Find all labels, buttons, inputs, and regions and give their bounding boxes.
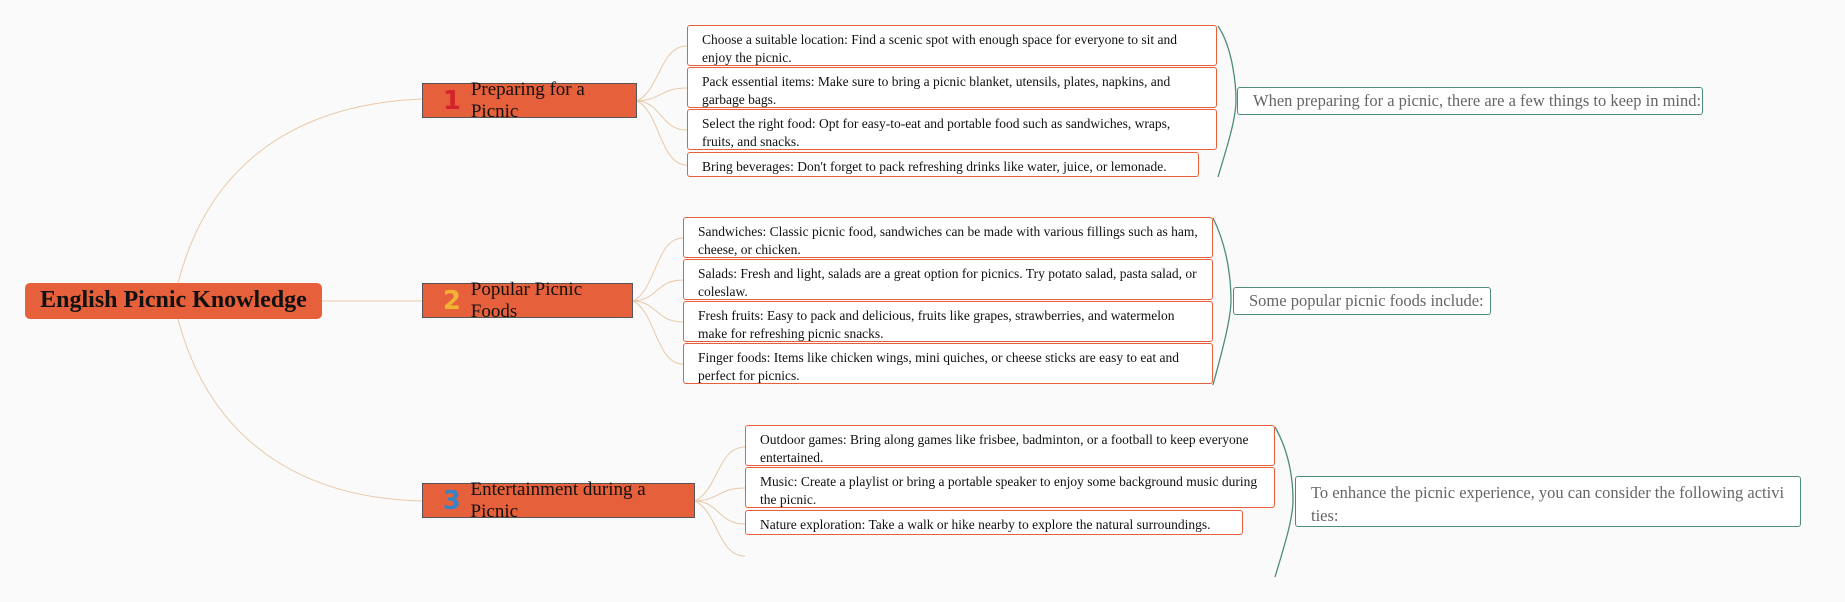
leaf-2-4[interactable]: Finger foods: Items like chicken wings, mini quiches, or cheese sticks are easy to eat and perfect for picnics. — [683, 343, 1213, 384]
summary-3[interactable]: To enhance the picnic experience, you can consider the following activities: — [1295, 476, 1801, 527]
root-topic[interactable]: English Picnic Knowledge — [25, 283, 322, 319]
branch-topic-1[interactable] — [422, 78, 637, 122]
branch-topic-2[interactable] — [422, 278, 633, 322]
leaf-3-3[interactable]: Nature exploration: Take a walk or hike nearby to explore the natural surroundings. — [745, 510, 1243, 535]
summary-brace-1 — [1218, 26, 1236, 177]
summary-brace-2 — [1213, 218, 1231, 385]
number-1-icon: 1 — [442, 85, 461, 116]
leaf-1-2[interactable]: Pack essential items: Make sure to bring a picnic blanket, utensils, plates, napkins, and garbage bags. — [687, 67, 1217, 108]
links-branch-1 — [637, 46, 687, 165]
leaf-1-3[interactable]: Select the right food: Opt for easy-to-eat and portable food such as sandwiches, wraps, fruits, and snacks. — [687, 109, 1217, 150]
link-root-branch-1 — [178, 99, 422, 283]
link-root-branch-3 — [178, 319, 422, 501]
leaf-3-2[interactable]: Music: Create a playlist or bring a portable speaker to enjoy some background music during the picnic. — [745, 467, 1275, 508]
number-2-icon: 2 — [442, 285, 461, 316]
leaf-2-3[interactable]: Fresh fruits: Easy to pack and delicious, fruits like grapes, strawberries, and watermelon make for refreshing picnic snacks. — [683, 301, 1213, 342]
links-branch-2 — [633, 238, 683, 364]
summary-1[interactable]: When preparing for a picnic, there are a few things to keep in mind: — [1237, 87, 1703, 115]
branch-title: Entertainment during a Picnic — [470, 478, 646, 522]
branch-topic-3[interactable] — [422, 478, 695, 522]
number-3-icon: 3 — [442, 485, 461, 516]
links-branch-3 — [695, 447, 745, 556]
leaf-1-1[interactable]: Choose a suitable location: Find a scenic spot with enough space for everyone to sit and enjoy the picnic. — [687, 25, 1217, 66]
leaf-3-1[interactable]: Outdoor games: Bring along games like frisbee, badminton, or a football to keep everyone entertained. — [745, 425, 1275, 466]
branch-title: Preparing for a Picnic — [470, 78, 585, 122]
leaf-2-2[interactable]: Salads: Fresh and light, salads are a great option for picnics. Try potato salad, pasta salad, or coleslaw. — [683, 259, 1213, 300]
leaf-2-1[interactable]: Sandwiches: Classic picnic food, sandwiches can be made with various fillings such as ham, cheese, or chicken. — [683, 217, 1213, 258]
branch-title: Popular Picnic Foods — [470, 278, 583, 322]
summary-2[interactable]: Some popular picnic foods include: — [1233, 287, 1491, 315]
summary-brace-3 — [1275, 427, 1293, 577]
leaf-1-4[interactable]: Bring beverages: Don't forget to pack refreshing drinks like water, juice, or lemonade. — [687, 152, 1199, 177]
